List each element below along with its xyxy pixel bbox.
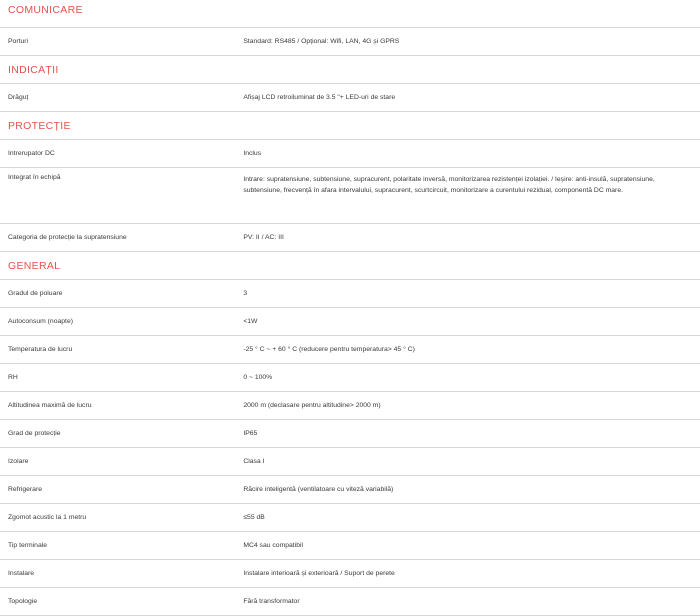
spec-row [0,560,700,588]
spec-value: Inclus [243,150,262,157]
spec-label: Porturi [8,38,29,45]
spec-label: Instalare [8,570,35,577]
spec-row [0,476,700,504]
section-title-indicatii: INDICAȚII [0,56,700,84]
section-title-protectie: PROTECȚIE [0,112,700,140]
spec-value: Clasa I [243,458,265,465]
spec-label: Altitudinea maximă de lucru [8,402,92,409]
spec-label: Gradul de poluare [8,290,63,297]
spec-label: Tip terminale [8,542,48,549]
spec-label: Autoconsum (noapte) [8,318,73,325]
spec-value: -25 ° C ~ + 60 ° C (reducere pentru temperatura> 45 ° C) [243,346,415,353]
spec-value: 2000 m (declasare pentru altitudine> 2000 m) [243,402,381,409]
spec-value: ≤55 dB [243,514,265,521]
spec-row [0,532,700,560]
spec-label: RH [8,374,18,381]
spec-row-integrat [0,168,700,224]
spec-row [0,364,700,392]
spec-label: Categoria de protecție la supratensiune [8,234,127,241]
section-title-comunicare: COMUNICARE [0,0,700,28]
spec-value: Intrare: supratensiune, subtensiune, supracurent, polaritate inversă, monitorizarea rezistenței izolației. / Ieșire: anti-insulă, supratensiune, subtensiune, frecvență în afara intervalului, supracurent, scurtcircuit, monitorizare a curentului rezidual, componentă DC mare. [243,176,655,194]
spec-value: Fără transformator [243,598,300,605]
spec-label: Zgomot acustic la 1 metru [8,514,87,521]
spec-row [0,420,700,448]
spec-label: Drăguț [8,94,29,101]
spec-value: PV: II / AC: III [243,234,284,241]
spec-row [0,280,700,308]
spec-row-categoria-protectie [0,224,700,252]
spec-value: MC4 sau compatibil [243,542,303,549]
spec-value: IP65 [243,430,258,437]
spec-row [0,588,700,616]
spec-value: <1W [243,318,258,325]
spec-label: Intrerupator DC [8,150,55,157]
spec-value: Instalare interioară și exterioară / Suport de perete [243,570,395,577]
spec-label: Refrigerare [8,486,42,493]
spec-value: 0 ~ 100% [243,374,273,381]
spec-label: Temperatura de lucru [8,346,73,353]
spec-row-porturi [0,28,700,56]
spec-label: Integrat în echipă [8,174,61,181]
spec-row [0,504,700,532]
spec-value: Standard: RS485 / Opțional: Wifi, LAN, 4G și GPRS [243,38,400,45]
section-title-general: GENERAL [0,252,700,280]
spec-row [0,308,700,336]
spec-value: Răcire inteligentă (ventilatoare cu viteză variabilă) [243,486,394,493]
spec-row [0,448,700,476]
spec-label: Topologie [8,598,38,605]
spec-label: Izolare [8,458,29,465]
spec-label: Grad de protecție [8,430,61,437]
spec-value: 3 [243,290,248,297]
spec-row [0,336,700,364]
spec-row-intrerupator-dc [0,140,700,168]
spec-value: Afișaj LCD retroiluminat de 3.5 "+ LED-uri de stare [243,94,396,101]
spec-row-dragut [0,84,700,112]
spec-row [0,392,700,420]
